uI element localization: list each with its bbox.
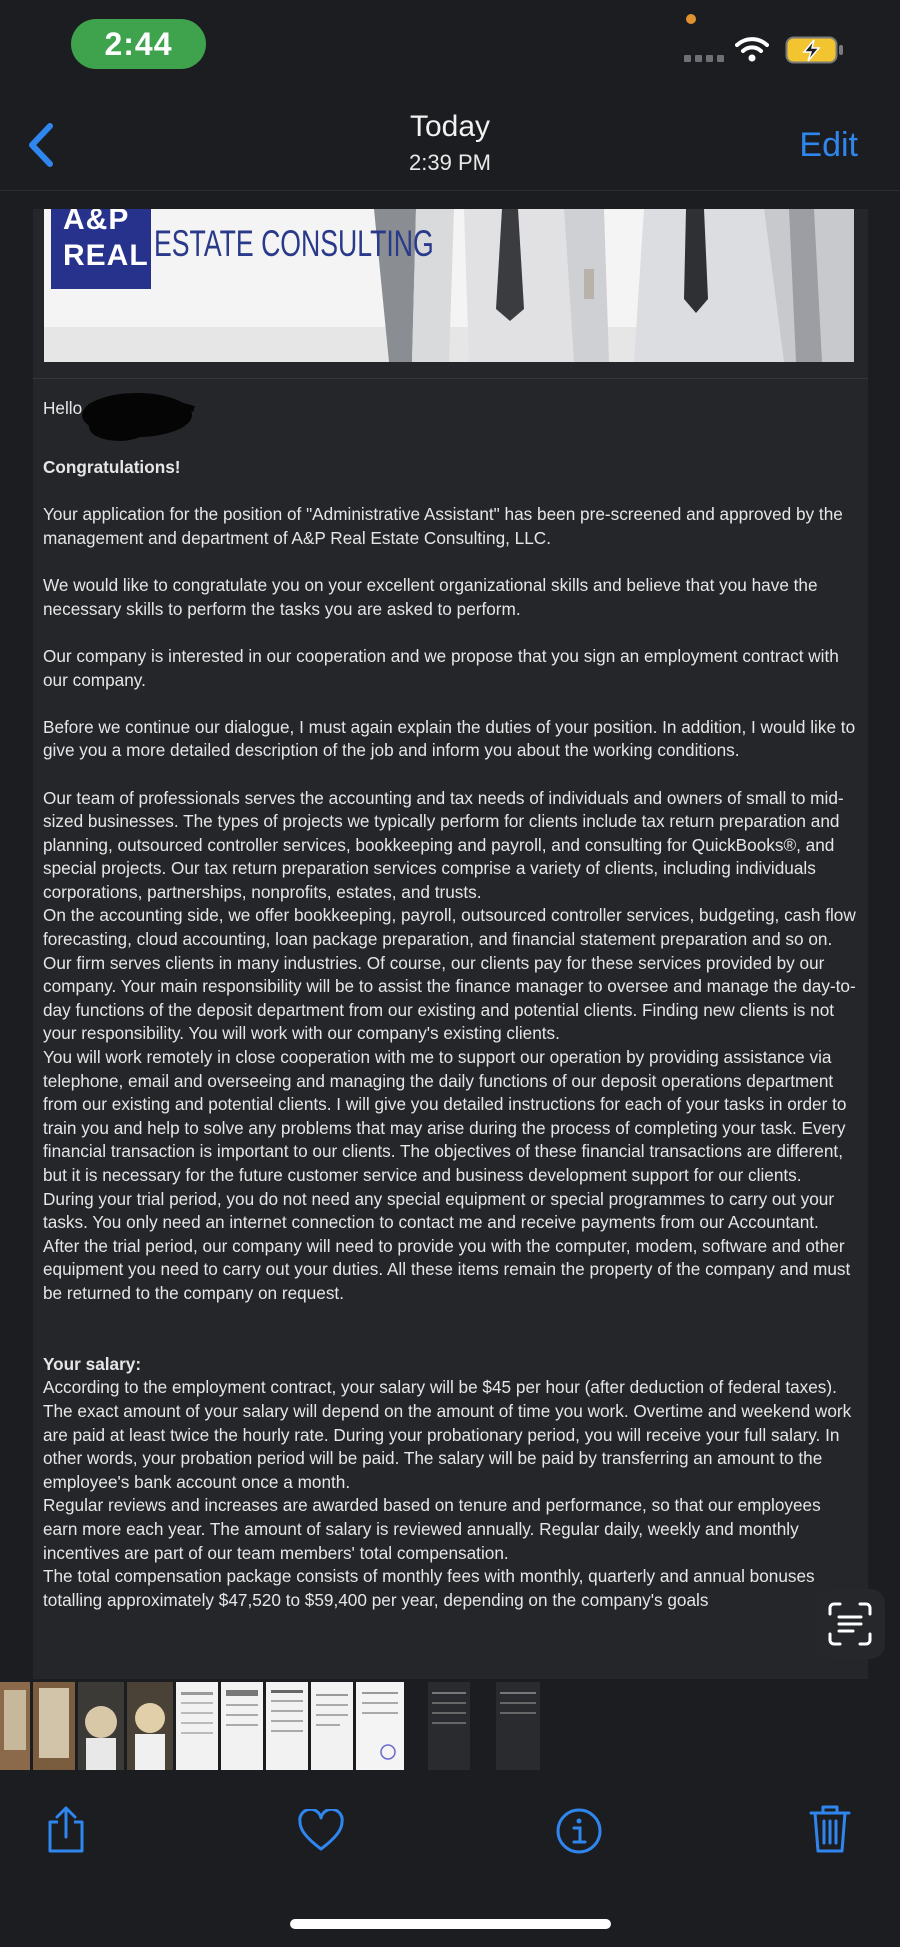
edit-button[interactable]: Edit xyxy=(799,126,858,164)
paragraph: Our team of professionals serves the accounting and tax needs of individuals and owners of small to mid-sized businesses. The types of projects we typically perform for clients include tax return preparation and planning, outsourced controller services, bookkeeping and payroll, and consulting for QuickBooks®, and special projects. Our tax return preparation services comprise a variety of clients, including individuals corporations, partnerships, nonprofits, estates, and trusts. xyxy=(43,787,844,902)
thumbnail-strip[interactable] xyxy=(0,1679,900,1771)
wifi-icon xyxy=(735,36,769,62)
nav-title: Today xyxy=(409,110,491,143)
share-icon[interactable] xyxy=(44,1805,88,1855)
thumbnail[interactable] xyxy=(428,1682,470,1770)
heart-icon[interactable] xyxy=(297,1809,345,1853)
thumbnail[interactable] xyxy=(356,1682,404,1770)
company-name-text: ESTATE CONSULTING xyxy=(154,223,434,264)
status-time[interactable]: 2:44 xyxy=(71,19,206,69)
divider xyxy=(33,378,868,379)
salary-heading: Your salary: xyxy=(43,1353,142,1374)
thumbnail[interactable] xyxy=(78,1682,124,1770)
thumbnail[interactable] xyxy=(221,1682,263,1770)
thumbnail[interactable] xyxy=(311,1682,353,1770)
photo-viewer[interactable] xyxy=(0,191,900,1679)
paragraph: We would like to congratulate you on your excellent organizational skills and believe that you have the necessary skills to perform the tasks you are asked to perform. xyxy=(43,575,818,619)
nav-bar xyxy=(0,90,900,191)
thumbnail[interactable] xyxy=(496,1682,540,1770)
thumbnail[interactable] xyxy=(0,1682,30,1770)
paragraph: Before we continue our dialogue, I must again explain the duties of your position. In addition, I would like to give you a more detailed description of the job and inform you about the working conditions. xyxy=(43,716,856,761)
status-bar xyxy=(0,0,900,90)
paragraph: During your trial period, you do not need any special equipment or special programmes to carry out your tasks. You only need an internet connection to contact me and receive payments from our Accountant. After the trial period, our company will need to provide you with the computer, modem, software and other equipment you need to carry out your duties. All these items remain the property of the company and must be returned to the company on request. xyxy=(43,1188,851,1303)
paragraph: Your application for the position of "Administrative Assistant" has been pre-screened and approved by the management and department of A&P Real Estate Consulting, LLC. xyxy=(43,504,843,548)
home-indicator[interactable] xyxy=(290,1919,611,1929)
paragraph: You will work remotely in close cooperation with me to support our operation by providing assistance via telephone, email and overseeing and managing the daily functions of our deposit operations department from our existing and potential clients. I will give you detailed instructions for each of your tasks in order to train you and help to solve any problems that may arise during the process of completing your task. Every financial transaction is important to our clients. The objectives of these financial transactions are different, but it is necessary for the future customer service and business development support for our clients. xyxy=(43,1047,847,1185)
email-body xyxy=(43,397,858,1612)
live-text-icon xyxy=(827,1601,873,1647)
greeting-line: Hello xyxy=(43,397,858,421)
privacy-indicator-dot xyxy=(686,14,696,24)
info-icon[interactable] xyxy=(555,1807,603,1855)
paragraph: According to the employment contract, your salary will be $45 per hour (after deduction of federal taxes). The exact amount of your salary will depend on the amount of time you work. Overtime and weekend work are paid at least twice the hourly rate. During your probationary period, you will receive your full salary. In other words, your probation period will be paid. The salary will be paid by transferring an amount to the employee's bank account once a month. xyxy=(43,1377,852,1492)
email-document xyxy=(33,209,868,1679)
thumbnail[interactable] xyxy=(33,1682,75,1770)
nav-subtitle: 2:39 PM xyxy=(409,150,491,175)
cellular-signal-icon xyxy=(684,55,724,62)
paragraph: Regular reviews and increases are awarded based on tenure and performance, so that our employees earn more each year. The amount of salary is reviewed annually. Regular daily, weekly and monthly incentives are part of our team members' total compensation. xyxy=(43,1495,821,1563)
paragraph: The total compensation package consists of monthly fees with monthly, quarterly and annual bonuses totalling approximately $47,520 to $59,400 per year, depending on the company's goals xyxy=(43,1566,815,1610)
paragraph: Our company is interested in our cooperation and we propose that you sign an employment contract with our company. xyxy=(43,645,839,690)
thumbnail[interactable] xyxy=(176,1682,218,1770)
paragraph: On the accounting side, we offer bookkeeping, payroll, outsourced controller services, budgeting, cash flow forecasting, cloud accounting, loan package preparation, and financial statement preparation and so on. Our firm serves clients in many industries. Of course, our clients pay for these services provided by our company. Your main responsibility will be to assist the finance manager to oversee and manage the day-to-day functions of the deposit department from our existing and potential clients. Finding new clients is not your responsibility. You will work with our company's existing clients. xyxy=(43,905,856,1044)
company-banner xyxy=(44,209,854,362)
company-logo: A&P REAL xyxy=(51,209,151,289)
thumbnail[interactable] xyxy=(266,1682,308,1770)
battery-charging-icon xyxy=(785,36,845,64)
live-text-button[interactable] xyxy=(815,1589,885,1659)
thumbnail[interactable] xyxy=(127,1682,173,1770)
redaction-scribble xyxy=(79,387,199,445)
congrats-heading: Congratulations! xyxy=(43,457,181,478)
trash-icon[interactable] xyxy=(808,1803,852,1855)
